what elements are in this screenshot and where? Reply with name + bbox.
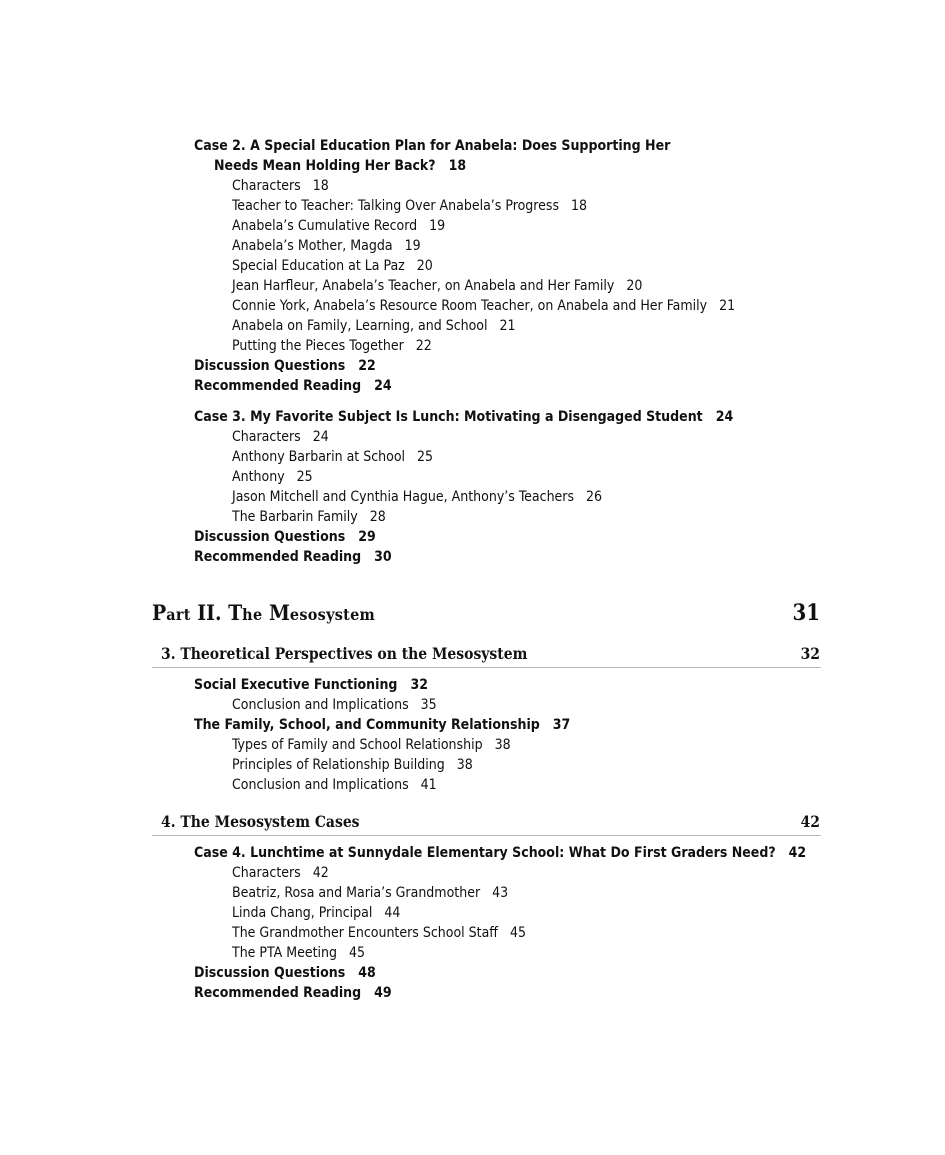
page-number: 43	[492, 885, 509, 901]
chapter-heading	[152, 641, 821, 668]
case4-page-number: 42	[788, 845, 807, 861]
page-number: 18	[571, 198, 588, 214]
toc-entry: Characters 24	[232, 429, 329, 445]
case3-page-number: 24	[715, 409, 734, 425]
page-number: 37	[552, 717, 571, 733]
toc-entry: Connie York, Anabela’s Resource Room Teacher, on Anabela and Her Family 21	[232, 298, 736, 314]
page-number: 32	[410, 677, 428, 693]
chapter-page-number: 32	[800, 644, 820, 663]
page-number: 22	[415, 338, 432, 354]
chapter-title: 4. The Mesosystem Cases	[161, 812, 360, 831]
page-number: 38	[494, 737, 511, 753]
page-number: 30	[374, 549, 392, 565]
toc-entry: Jason Mitchell and Cynthia Hague, Anthony’s Teachers 26	[232, 489, 603, 505]
page-number: 25	[296, 469, 313, 485]
part-heading	[152, 598, 820, 628]
recommended-reading-entry: Recommended Reading 49	[194, 985, 392, 1001]
case2-page-number: 18	[448, 158, 467, 174]
recommended-reading-entry: Recommended Reading 24	[194, 378, 392, 394]
page-number: 19	[404, 238, 421, 254]
case2-title-text-2: Needs Mean Holding Her Back?	[214, 158, 436, 174]
chapter-heading	[152, 809, 821, 836]
page-number: 49	[374, 985, 392, 1001]
page-number: 41	[420, 777, 437, 793]
toc-entry: Putting the Pieces Together 22	[232, 338, 432, 354]
page-number: 26	[586, 489, 603, 505]
chapter-title: 3. Theoretical Perspectives on the Mesosystem	[161, 644, 528, 663]
toc-entry: Types of Family and School Relationship 38	[232, 737, 511, 753]
recommended-reading-entry: Recommended Reading 30	[194, 549, 392, 565]
page-number: 24	[374, 378, 392, 394]
page-number: 25	[417, 449, 434, 465]
toc-entry: Anthony 25	[232, 469, 313, 485]
page-number: 38	[456, 757, 473, 773]
discussion-questions-entry: Discussion Questions 29	[194, 529, 376, 545]
discussion-questions-entry: Discussion Questions 22	[194, 358, 376, 374]
toc-entry: Principles of Relationship Building 38	[232, 757, 473, 773]
part-title: Part II. The Mesosystem	[152, 600, 376, 625]
case2-title-line2	[214, 156, 466, 176]
page-number: 29	[358, 529, 376, 545]
toc-entry: Characters 42	[232, 865, 329, 881]
page-number: 42	[312, 865, 329, 881]
case3-title: Case 3. My Favorite Subject Is Lunch: Motivating a Disengaged Student 24	[194, 409, 734, 425]
toc-entry: Conclusion and Implications 41	[232, 777, 437, 793]
page-number: 45	[510, 925, 527, 941]
case2-title-line1	[194, 136, 670, 156]
toc-entry: Characters 18	[232, 178, 329, 194]
toc-entry: Special Education at La Paz 20	[232, 258, 433, 274]
discussion-questions-entry: Discussion Questions 48	[194, 965, 376, 981]
page-number: 24	[312, 429, 329, 445]
toc-entry: The Barbarin Family 28	[232, 509, 386, 525]
page-number: 48	[358, 965, 376, 981]
toc-entry: Teacher to Teacher: Talking Over Anabela’s Progress 18	[232, 198, 588, 214]
chapter-page-number: 42	[800, 812, 820, 831]
page-number: 44	[384, 905, 401, 921]
page-number: 20	[626, 278, 643, 294]
toc-entry: Anthony Barbarin at School 25	[232, 449, 434, 465]
toc-entry: Anabela’s Mother, Magda 19	[232, 238, 421, 254]
toc-entry: Beatriz, Rosa and Maria’s Grandmother 43	[232, 885, 509, 901]
page-number: 21	[499, 318, 516, 334]
page-number: 45	[349, 945, 366, 961]
part-page-number: 31	[792, 600, 820, 626]
page-number: 21	[719, 298, 736, 314]
page-number: 20	[416, 258, 433, 274]
toc-entry: Linda Chang, Principal 44	[232, 905, 401, 921]
toc-entry: Conclusion and Implications 35	[232, 697, 437, 713]
section-entry: Social Executive Functioning 32	[194, 677, 428, 693]
page-number: 28	[369, 509, 386, 525]
toc-entry: Anabela’s Cumulative Record 19	[232, 218, 446, 234]
toc-entry: The PTA Meeting 45	[232, 945, 366, 961]
section-entry: The Family, School, and Community Relationship 37	[194, 717, 571, 733]
toc-entry: Anabela on Family, Learning, and School 21	[232, 318, 516, 334]
page-number: 18	[312, 178, 329, 194]
page-number: 22	[358, 358, 376, 374]
case2-title-text: Case 2. A Special Education Plan for Anabela: Does Supporting Her	[194, 138, 671, 154]
page-number: 35	[420, 697, 437, 713]
page-number: 19	[429, 218, 446, 234]
toc-entry: The Grandmother Encounters School Staff 45	[232, 925, 527, 941]
toc-entry: Jean Harfleur, Anabela’s Teacher, on Anabela and Her Family 20	[232, 278, 643, 294]
case4-title: Case 4. Lunchtime at Sunnydale Elementary School: What Do First Graders Need? 42	[194, 845, 807, 861]
